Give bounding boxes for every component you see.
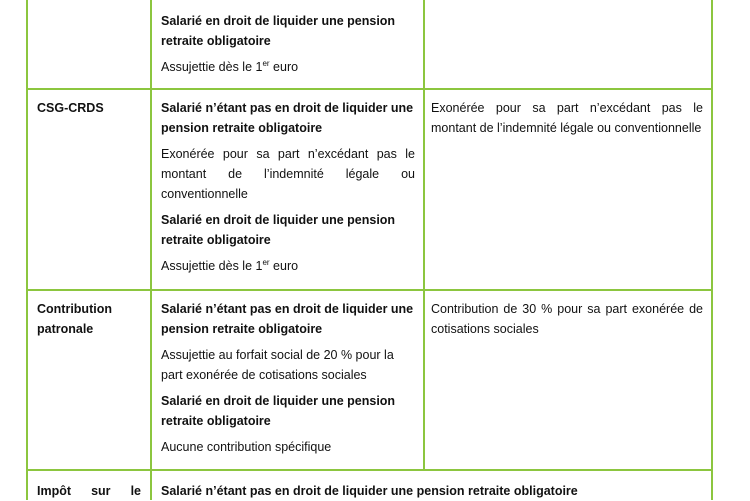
row-label-csg-crds: CSG-CRDS (37, 101, 104, 115)
column-divider (150, 0, 152, 500)
row-divider (26, 88, 713, 90)
row-label-impot: Impôt sur le (37, 484, 141, 498)
row0-conditions-cell (161, 11, 415, 77)
column-divider (423, 0, 425, 470)
condition-text: Aucune contribution spécifique (161, 440, 332, 454)
row-label-contribution-patronale: Contribution patronale (37, 302, 112, 336)
column-divider (26, 0, 28, 500)
condition-text: Exonérée pour sa part n’excédant pas le montant de l’indemnité légale ou conventionnelle (161, 147, 415, 201)
row2-other-cell: Contribution de 30 % pour sa part exonérée de cotisations sociales (431, 302, 703, 336)
condition-heading: Salarié en droit de liquider une pension retraite obligatoire (161, 213, 396, 247)
condition-heading: Salarié en droit de liquider une pension retraite obligatoire (161, 14, 396, 48)
column-divider (711, 0, 713, 500)
row-divider (26, 289, 713, 291)
condition-heading: Salarié en droit de liquider une pension retraite obligatoire (161, 394, 396, 428)
condition-text: Assujettie dès le 1er euro (161, 58, 299, 74)
row3-merged-heading: Salarié n’étant pas en droit de liquider une pension retraite obligatoire (161, 484, 578, 498)
condition-text: Assujettie au forfait social de 20 % pour la part exonérée de cotisations sociales (161, 348, 394, 382)
row-divider (26, 469, 713, 471)
condition-heading: Salarié n’étant pas en droit de liquider une pension retraite obligatoire (161, 101, 414, 135)
row1-other-cell: Exonérée pour sa part n’excédant pas le montant de l’indemnité légale ou conventionnelle (431, 101, 703, 135)
row2-conditions-cell (161, 299, 415, 457)
condition-heading: Salarié n’étant pas en droit de liquider une pension retraite obligatoire (161, 302, 414, 336)
condition-text: Assujettie dès le 1er euro (161, 257, 299, 273)
row1-conditions-cell (161, 98, 415, 276)
